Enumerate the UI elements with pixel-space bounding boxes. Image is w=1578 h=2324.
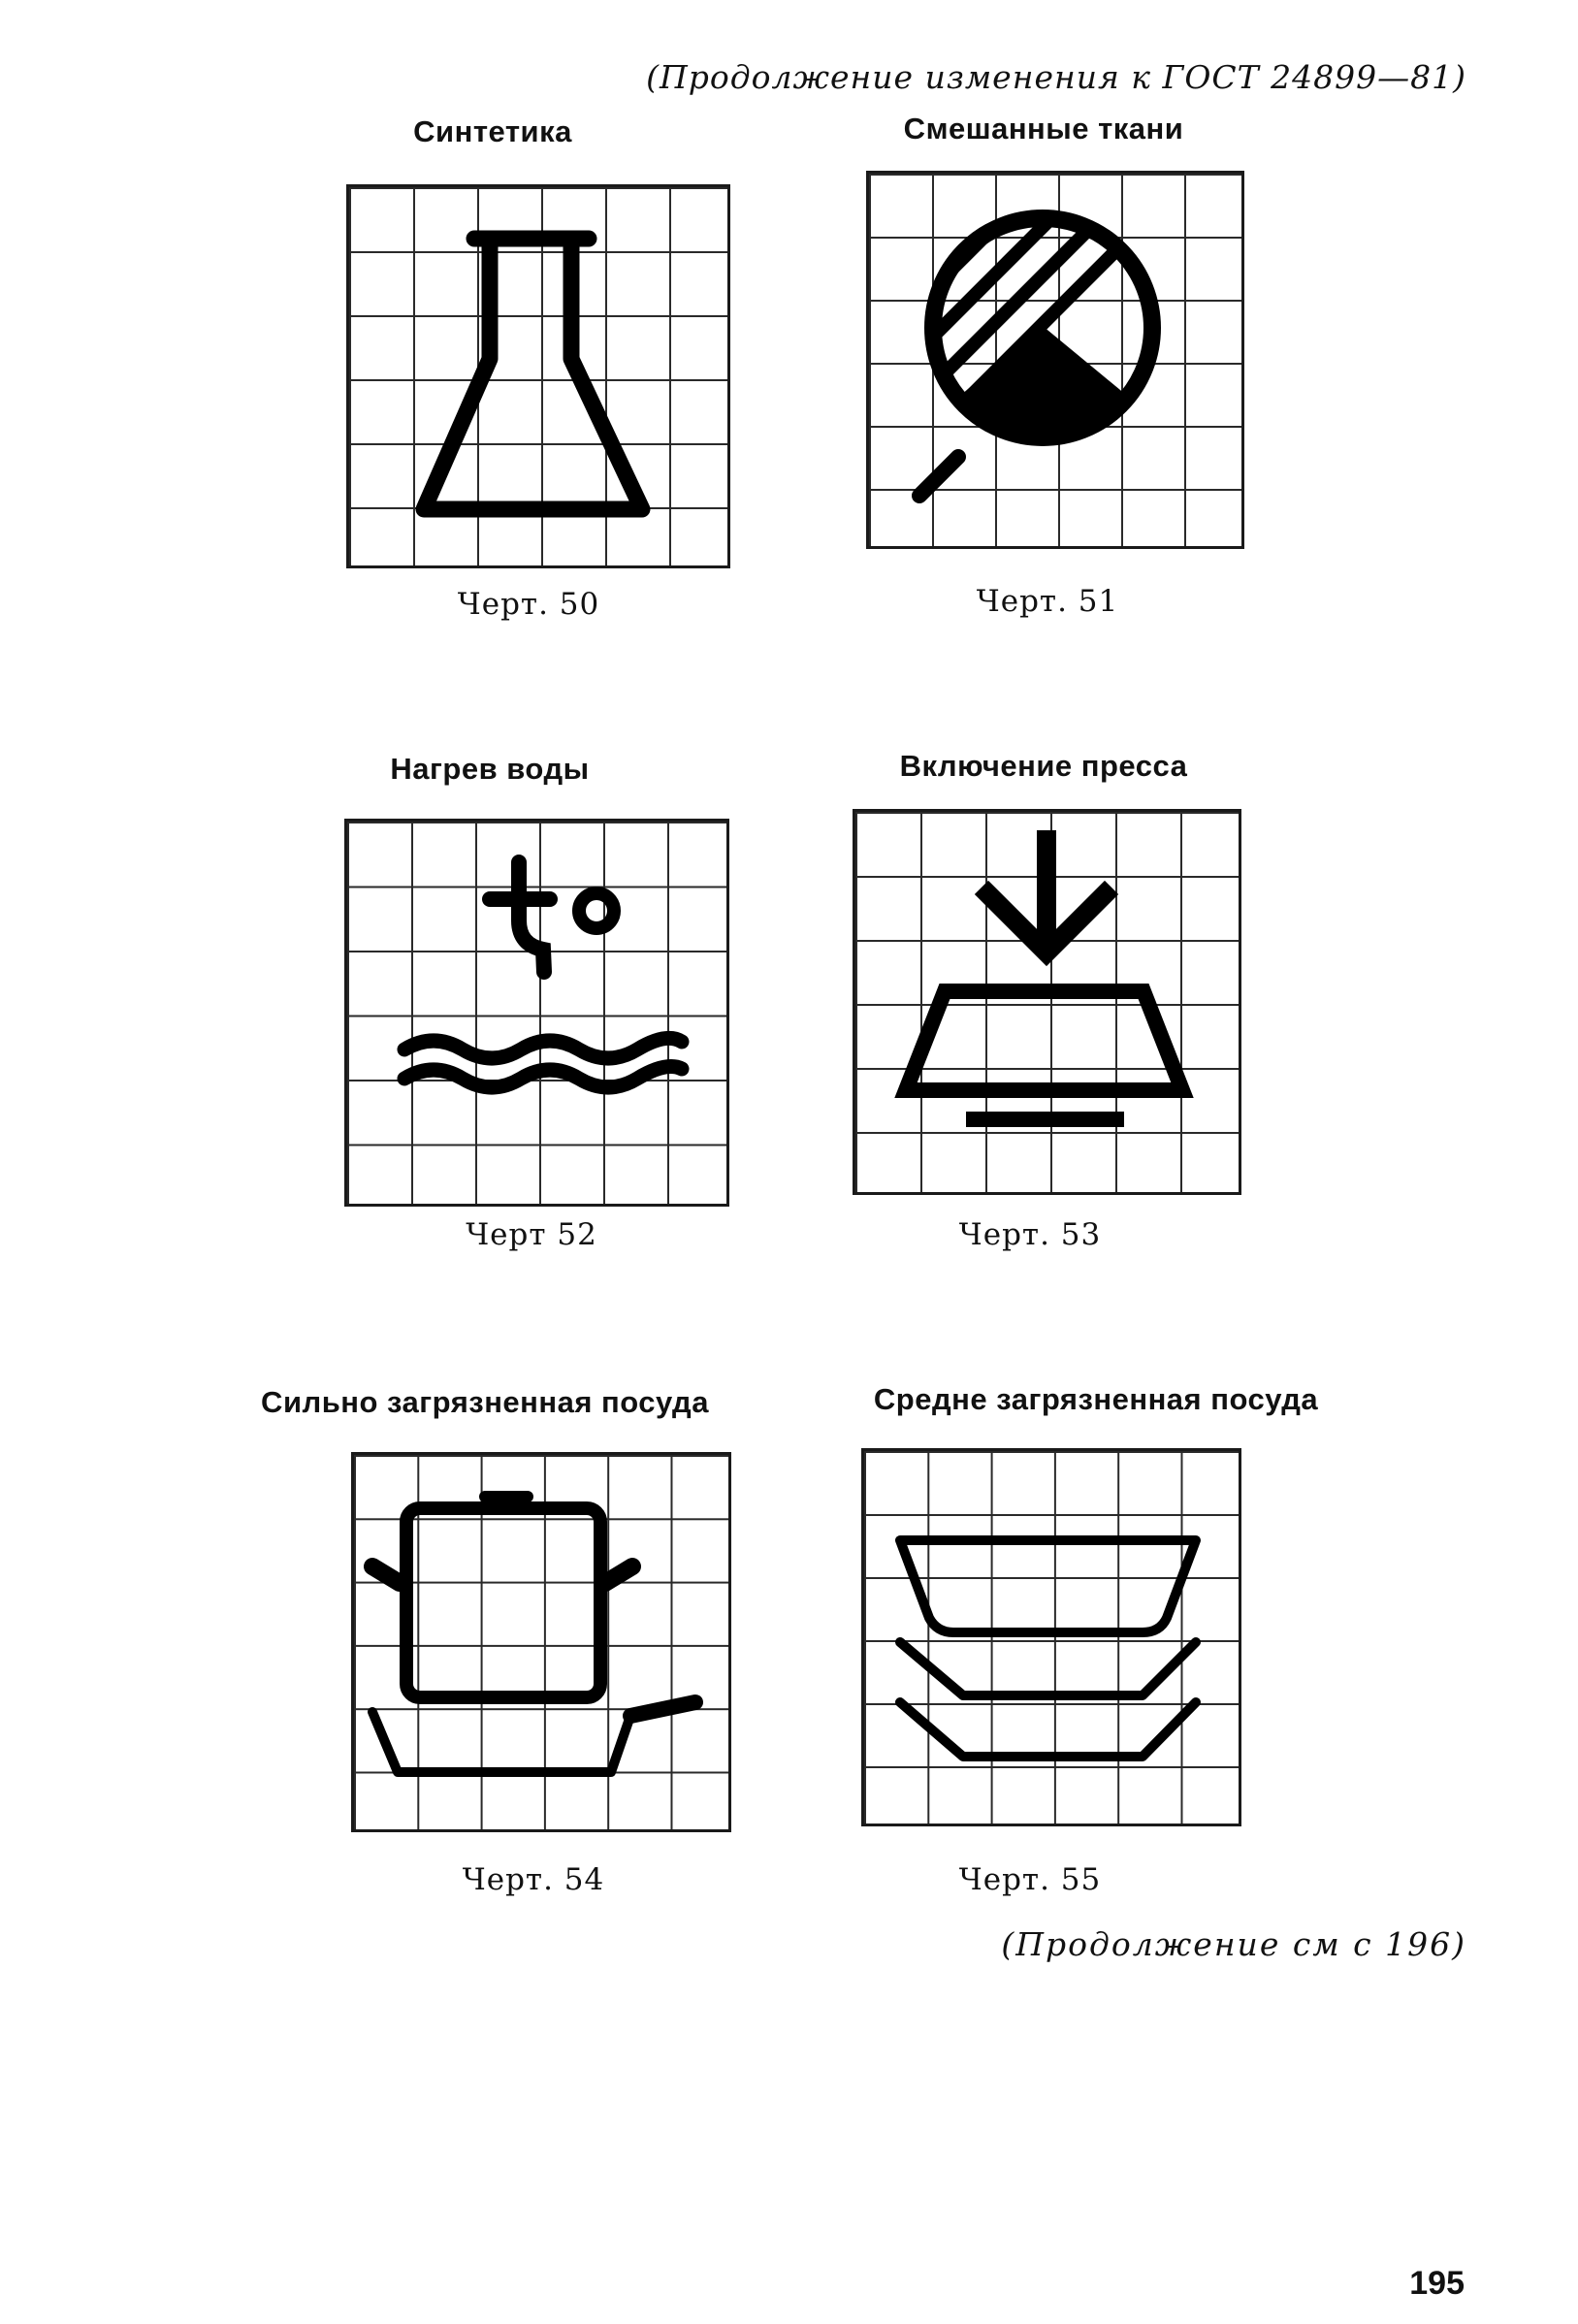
figure-54-title: Сильно загрязненная посуда xyxy=(261,1385,709,1419)
figure-53-caption: Черт. 53 xyxy=(958,1217,1102,1252)
figure-52-caption: Черт 52 xyxy=(466,1217,597,1252)
figure-50-caption: Черт. 50 xyxy=(457,587,600,622)
figure-51-grid xyxy=(866,171,1244,549)
footer-continuation: (Продолжение см с 196) xyxy=(1001,1925,1466,1963)
figure-51-title: Смешанные ткани xyxy=(903,112,1184,145)
pot-icon xyxy=(351,1452,731,1832)
figure-52-title: Нагрев воды xyxy=(390,752,590,786)
mixed-fabric-icon xyxy=(866,171,1244,549)
figure-50-title: Синтетика xyxy=(413,114,572,148)
figure-55-grid xyxy=(861,1448,1241,1826)
figure-53-grid xyxy=(853,809,1241,1195)
page-number: 195 xyxy=(1409,2265,1465,2302)
header-continuation: (Продолжение изменения к ГОСТ 24899—81) xyxy=(646,58,1466,96)
figure-50-grid xyxy=(346,184,730,568)
dishes-icon xyxy=(861,1448,1241,1826)
water-heating-icon xyxy=(344,819,729,1207)
figure-52-grid xyxy=(344,819,729,1207)
figure-55-title: Средне загрязненная посуда xyxy=(873,1382,1319,1416)
figure-53-title: Включение пресса xyxy=(899,749,1188,783)
figure-51-caption: Черт. 51 xyxy=(976,584,1119,619)
figure-54-caption: Черт. 54 xyxy=(462,1862,605,1897)
figure-55-caption: Черт. 55 xyxy=(958,1862,1102,1897)
press-icon xyxy=(853,809,1241,1195)
figure-54-grid xyxy=(351,1452,731,1832)
flask-icon xyxy=(346,184,730,568)
